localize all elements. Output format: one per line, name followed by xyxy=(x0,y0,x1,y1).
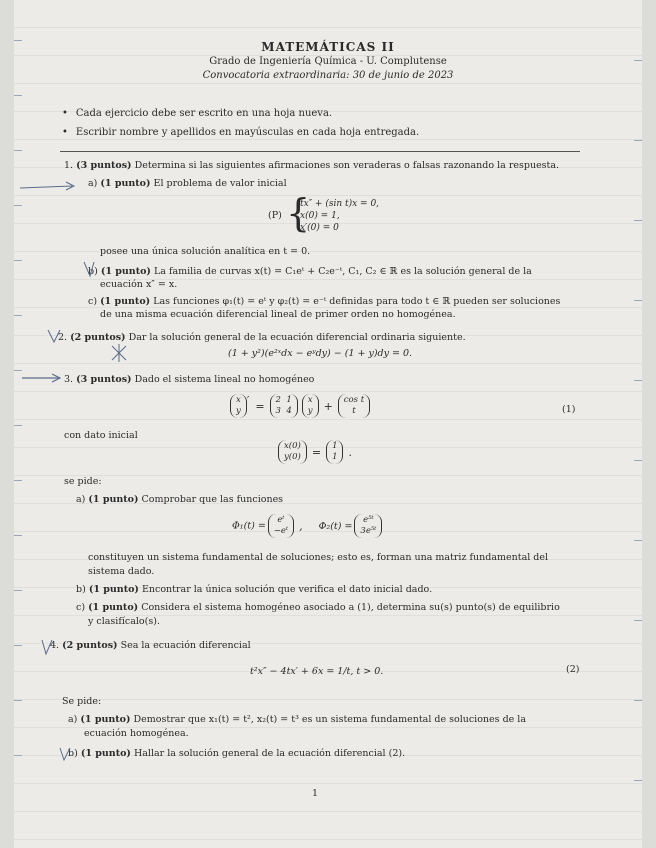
q3-b: b) (1 punto) Encontrar la única solución que verifica el dato inicial dado. xyxy=(76,584,433,595)
pen-mark-q1a xyxy=(20,182,74,190)
degree-line: Grado de Ingeniería Química - U. Complutense xyxy=(209,56,447,67)
eq-number-2: (2) xyxy=(566,664,580,675)
fundamental-functions: Φ₁(t) =eᵗ −eᵗ , Φ₂(t) =e⁵ᵗ 3e⁵ᵗ xyxy=(232,514,384,538)
q2-equation: (1 + y²)(e²ˣdx − eʸdy) − (1 + y)dy = 0. xyxy=(228,348,413,359)
q3-system-eq: x y′ = 2 1 3 4x y + cos t t xyxy=(228,394,372,418)
q3-a-after-cont: sistema dado. xyxy=(88,566,155,577)
pen-mark-q4b xyxy=(60,748,70,760)
q3-c: c) (1 punto) Considera el sistema homogéneo asociado a (1), determina su(s) punto(s) de equilibrio xyxy=(76,602,560,613)
q4-se-pide: Se pide: xyxy=(62,696,102,707)
exam-title: MATEMÁTICAS II xyxy=(261,40,395,54)
q1-c: c) (1 punto) Las funciones φ₁(t) = eᵗ y φ₂(t) = e⁻ᵗ definidas para todo t ∈ ℝ pueden ser soluciones xyxy=(88,296,561,307)
initial-data-label: con dato inicial xyxy=(64,430,138,441)
pen-mark-q3 xyxy=(22,374,60,382)
instruction-1: • Cada ejercicio debe ser escrito en una hoja nueva. xyxy=(62,108,332,119)
system-name: (P) xyxy=(268,210,282,221)
q1-c-cont: de una misma ecuación diferencial lineal de primer orden no homogénea. xyxy=(100,309,456,320)
pen-mark-q2 xyxy=(48,330,60,342)
q2-statement: 2. (2 puntos) Dar la solución general de la ecuación diferencial ordinaria siguiente. xyxy=(58,332,466,343)
instruction-2: • Escribir nombre y apellidos en mayúsculas en cada hoja entregada. xyxy=(62,127,419,138)
q4-statement: 4. (2 puntos) Sea la ecuación diferencial xyxy=(50,640,251,651)
q3-se-pide: se pide: xyxy=(64,476,102,487)
q3-statement: 3. (3 puntos) Dado el sistema lineal no homogéneo xyxy=(64,374,315,385)
page-number: 1 xyxy=(312,788,319,799)
initial-condition: x(0) y(0) = 1 1 . xyxy=(276,440,355,464)
q1-statement: 1. (3 puntos) Determina si las siguientes afirmaciones son veraderas o falsas razonando la respuesta. xyxy=(64,160,560,171)
q4-b: b) (1 punto) Hallar la solución general de la ecuación diferencial (2). xyxy=(68,748,406,759)
pen-mark-q4 xyxy=(42,640,52,654)
q1-b: b) (1 punto) La familia de curvas x(t) = C₁eᵗ + C₂e⁻ᵗ, C₁, C₂ ∈ ℝ es la solución general de la xyxy=(88,266,532,277)
q3-a-after: constituyen un sistema fundamental de soluciones; esto es, forman una matriz fundamental del xyxy=(88,552,549,563)
q1-b-cont: ecuación x″ = x. xyxy=(100,279,178,290)
q4-equation: t²x″ − 4tx′ + 6x = 1/t, t > 0. xyxy=(250,666,384,677)
q1-a: a) (1 punto) El problema de valor inicial xyxy=(88,178,287,189)
pen-mark-q2-star xyxy=(112,344,126,362)
q3-c-cont: y clasifícalo(s). xyxy=(88,616,160,627)
ivp-system: { tx″ + (sin t)x = 0, x(0) = 1, x′(0) = 0 xyxy=(286,191,380,235)
eq-number-1: (1) xyxy=(562,404,576,415)
q4-a-cont: ecuación homogénea. xyxy=(84,728,189,739)
q3-a: a) (1 punto) Comprobar que las funciones xyxy=(76,494,284,505)
pen-mark-q1b xyxy=(84,262,94,276)
q1-a-after: posee una única solución analítica en t = 0. xyxy=(100,246,311,257)
session-line: Convocatoria extraordinaria: 30 de junio de 2023 xyxy=(202,70,454,81)
q4-a: a) (1 punto) Demostrar que x₁(t) = t², x₂(t) = t³ es un sistema fundamental de soluciones de la xyxy=(68,714,526,725)
